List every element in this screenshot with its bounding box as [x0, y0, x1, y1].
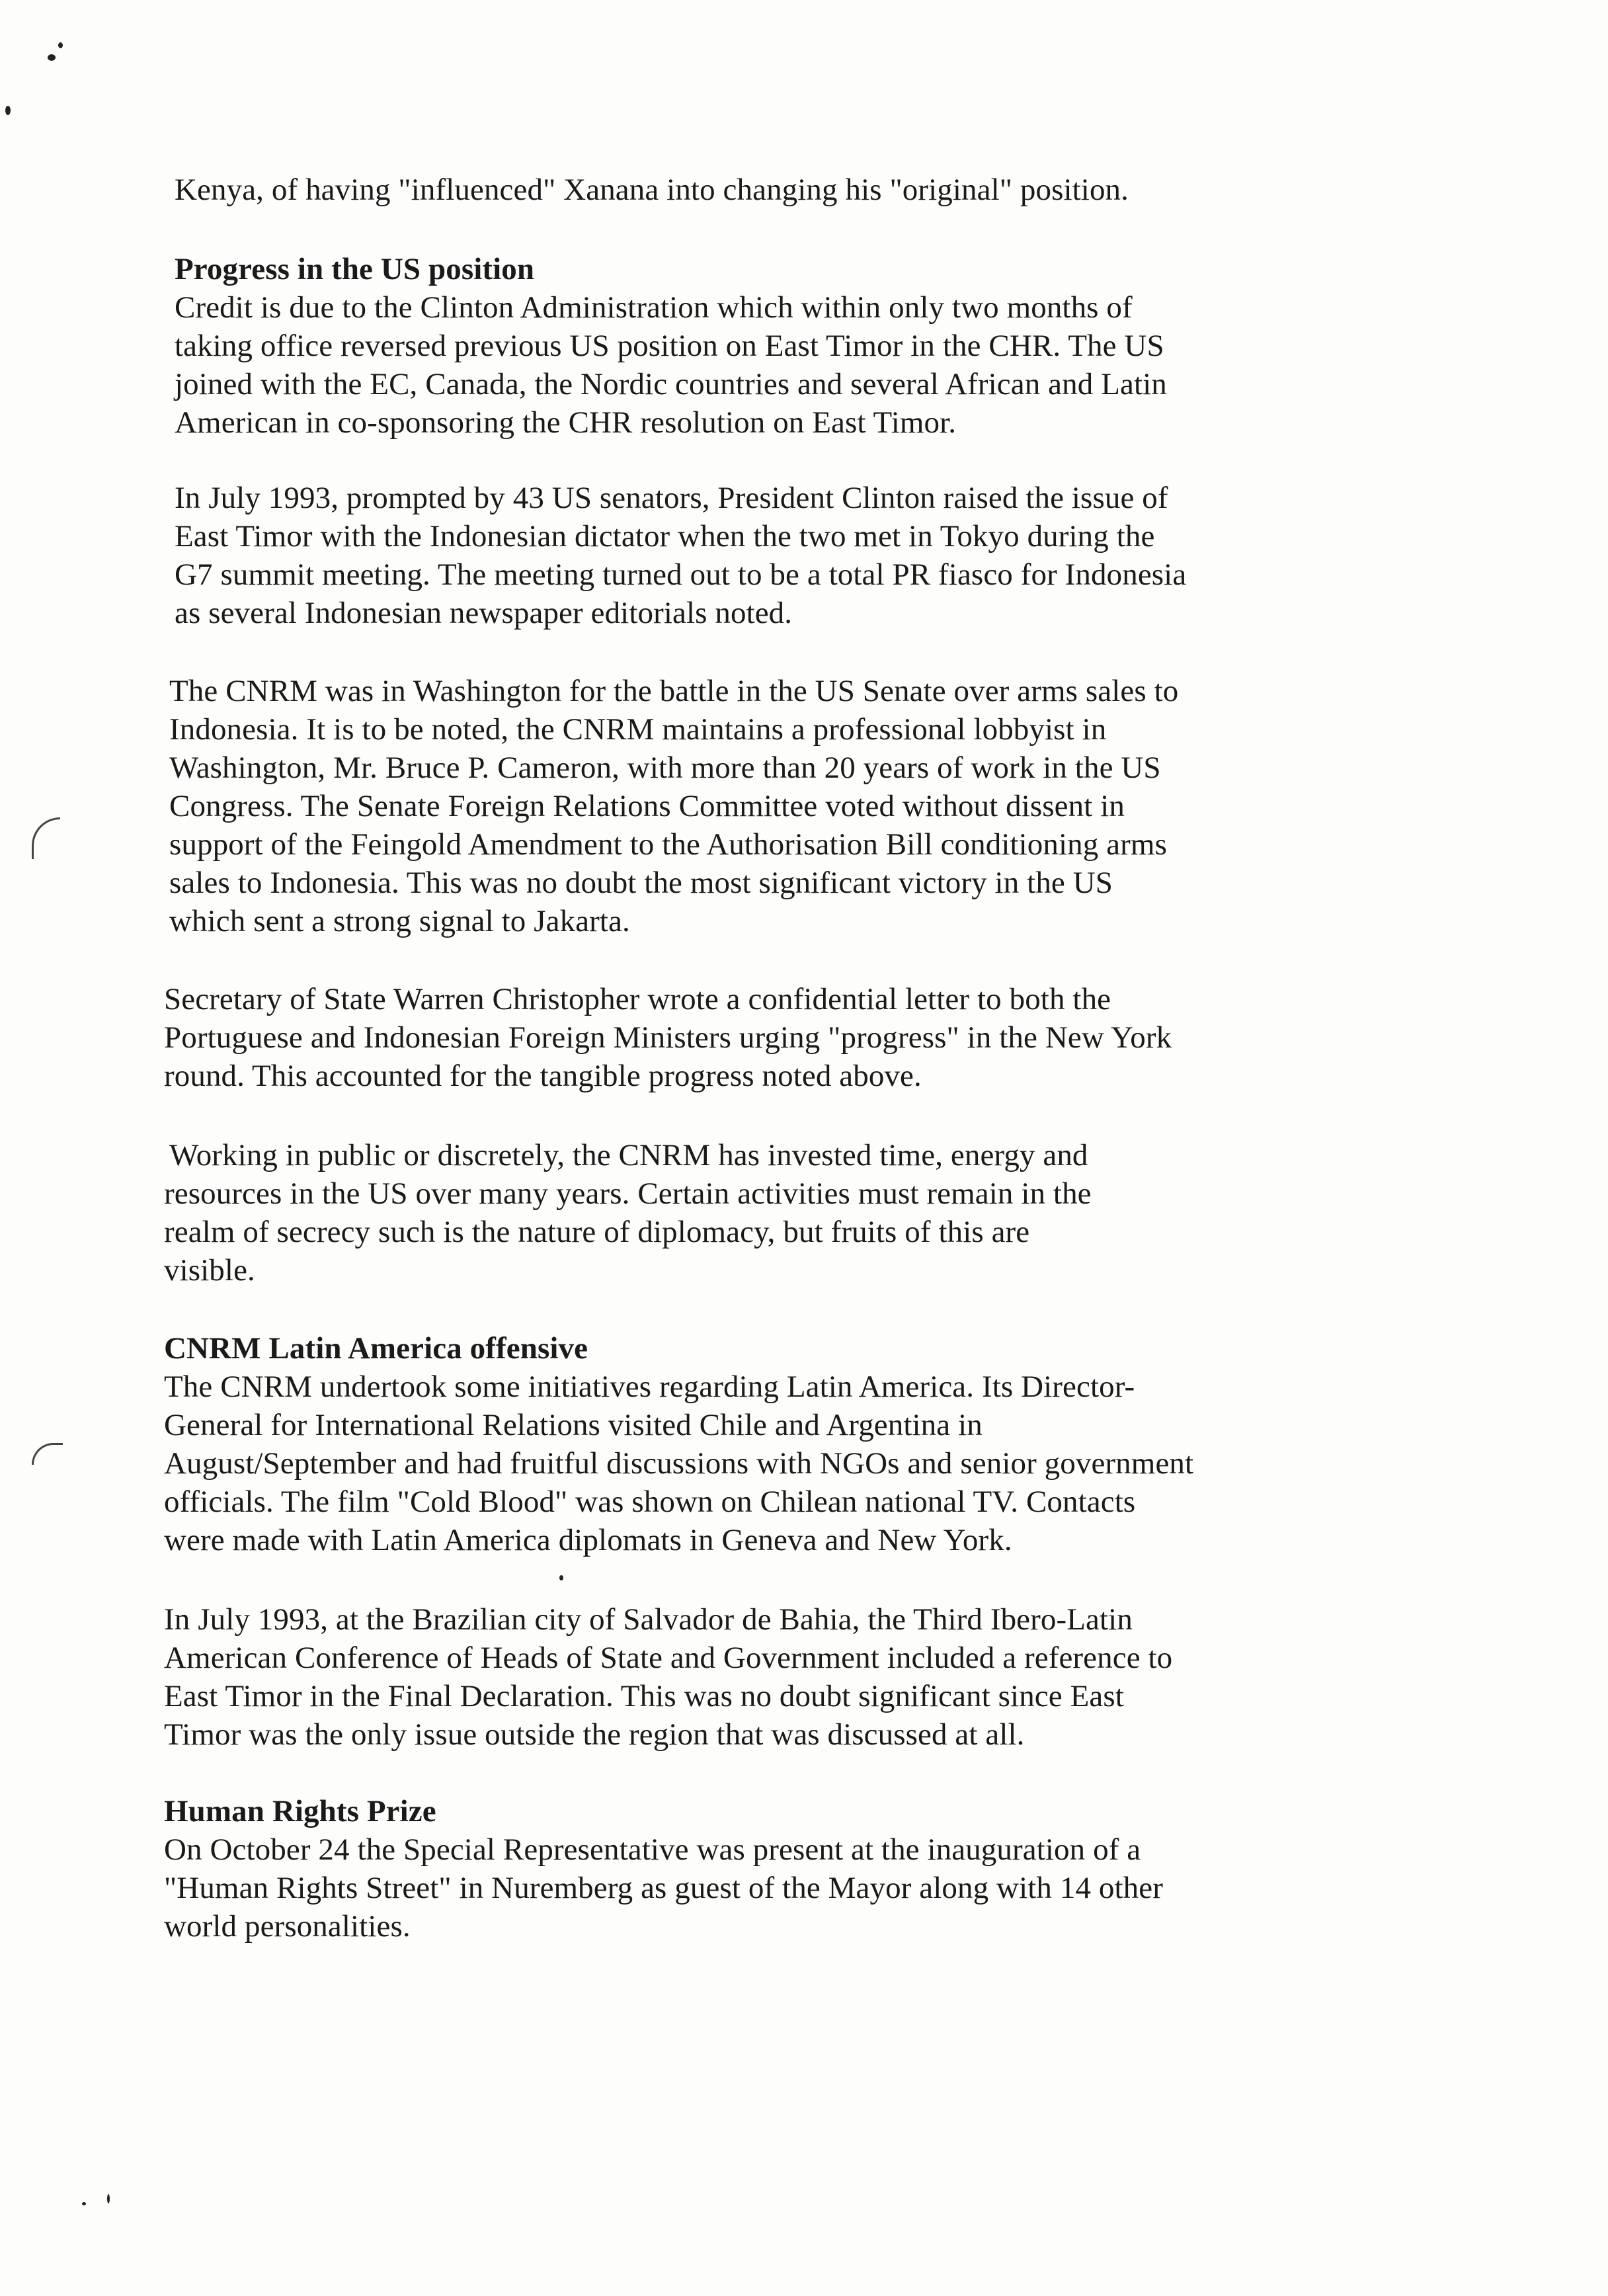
body-line: Timor was the only issue outside the region that was discussed at all. [164, 1717, 1025, 1752]
body-line: American Conference of Heads of State and Government included a reference to [164, 1641, 1173, 1675]
body-line: East Timor in the Final Declaration. This was no doubt significant since East [164, 1679, 1124, 1713]
body-line: Secretary of State Warren Christopher wrote a confidential letter to both the [164, 982, 1111, 1016]
body-line: realm of secrecy such is the nature of diplomacy, but fruits of this are [164, 1215, 1030, 1249]
body-line: Washington, Mr. Bruce P. Cameron, with more than 20 years of work in the US [169, 751, 1161, 785]
body-line: visible. [164, 1253, 255, 1288]
body-line: Indonesia. It is to be noted, the CNRM maintains a professional lobbyist in [169, 712, 1107, 747]
body-line: Congress. The Senate Foreign Relations Committee voted without dissent in [169, 789, 1125, 823]
body-line: August/September and had fruitful discussions with NGOs and senior government [164, 1446, 1194, 1481]
body-line: The CNRM undertook some initiatives regarding Latin America. Its Director- [164, 1370, 1135, 1404]
scan-speck [5, 106, 11, 115]
margin-mark [32, 817, 60, 859]
body-line: East Timor with the Indonesian dictator when the two met in Tokyo during the [175, 519, 1155, 554]
body-line: American in co-sponsoring the CHR resolution on East Timor. [175, 405, 957, 440]
scan-speck [559, 1575, 563, 1580]
scan-speck [58, 42, 63, 48]
body-line: world personalities. [164, 1909, 411, 1944]
body-line: round. This accounted for the tangible progress noted above. [164, 1059, 922, 1093]
scan-speck [107, 2194, 110, 2203]
body-line: "Human Rights Street" in Nuremberg as guest of the Mayor along with 14 other [164, 1871, 1163, 1905]
body-line: Working in public or discretely, the CNRM has invested time, energy and [169, 1138, 1088, 1172]
margin-mark [32, 1443, 63, 1465]
section-heading: CNRM Latin America offensive [164, 1331, 588, 1366]
body-line: which sent a strong signal to Jakarta. [169, 904, 630, 938]
body-line: The CNRM was in Washington for the battle in the US Senate over arms sales to [169, 674, 1179, 708]
body-line: taking office reversed previous US position on East Timor in the CHR. The US [175, 329, 1164, 363]
body-line: joined with the EC, Canada, the Nordic countries and several African and Latin [175, 367, 1167, 401]
body-line: In July 1993, at the Brazilian city of Salvador de Bahia, the Third Ibero-Latin [164, 1602, 1133, 1637]
body-line: Kenya, of having "influenced" Xanana into changing his "original" position. [175, 173, 1129, 207]
body-line: G7 summit meeting. The meeting turned out to be a total PR fiasco for Indonesia [175, 557, 1187, 592]
body-line: Portuguese and Indonesian Foreign Ministers urging "progress" in the New York [164, 1020, 1172, 1055]
body-line: resources in the US over many years. Certain activities must remain in the [164, 1176, 1092, 1211]
body-line: support of the Feingold Amendment to the Authorisation Bill conditioning arms [169, 827, 1167, 862]
body-line: Credit is due to the Clinton Administration which within only two months of [175, 290, 1133, 325]
section-heading: Human Rights Prize [164, 1794, 436, 1828]
scan-speck [82, 2202, 86, 2205]
body-line: General for International Relations visited Chile and Argentina in [164, 1408, 983, 1442]
body-line: as several Indonesian newspaper editorials noted. [175, 596, 793, 630]
body-line: On October 24 the Special Representative was present at the inauguration of a [164, 1832, 1141, 1867]
body-line: sales to Indonesia. This was no doubt the most significant victory in the US [169, 866, 1113, 900]
scan-speck [48, 54, 56, 61]
section-heading: Progress in the US position [175, 252, 535, 286]
body-line: officials. The film "Cold Blood" was shown on Chilean national TV. Contacts [164, 1485, 1136, 1519]
body-line: were made with Latin America diplomats in Geneva and New York. [164, 1523, 1012, 1557]
body-line: In July 1993, prompted by 43 US senators, President Clinton raised the issue of [175, 481, 1168, 515]
